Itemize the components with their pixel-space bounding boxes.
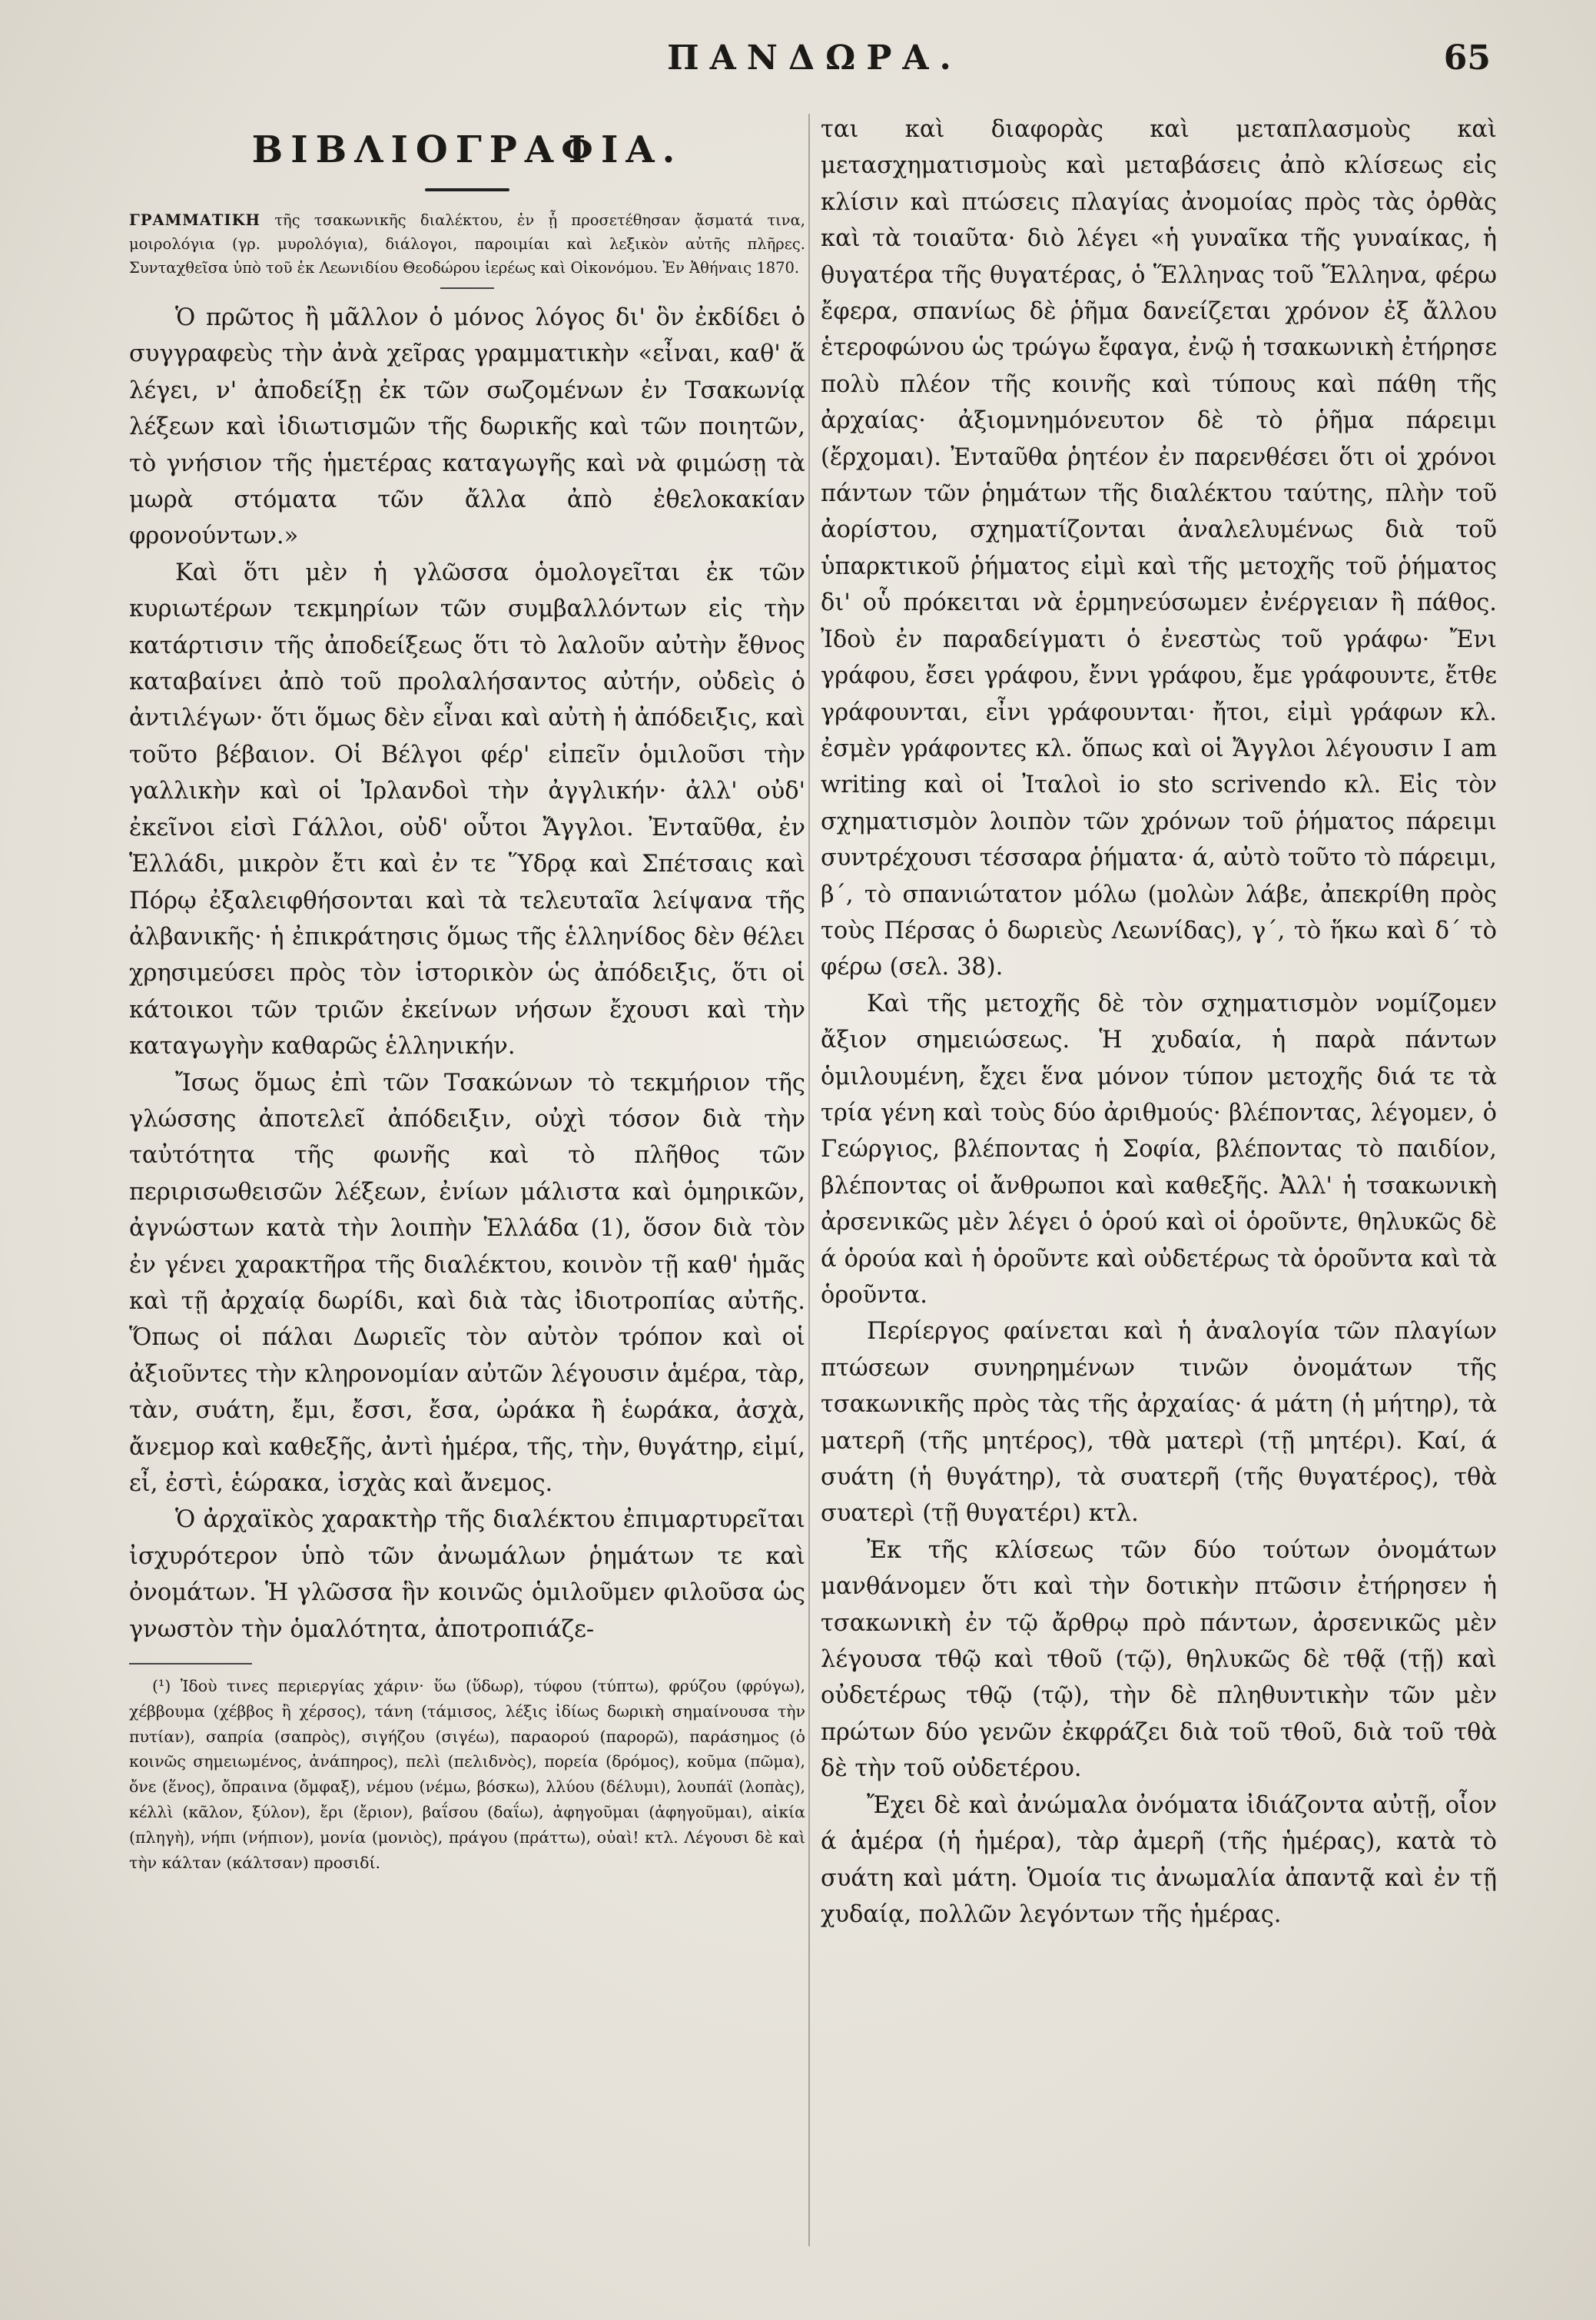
page-number: 65 [1443, 38, 1491, 78]
title-rule [425, 188, 509, 191]
paragraph: Ὁ ἀρχαϊκὸς χαρακτὴρ τῆς διαλέκτου ἐπιμαρτυρεῖται ἰσχυρότερον ὑπὸ τῶν ἀνωμάλων ῥημάτων τε καὶ ὀνομάτων. Ἡ γλῶσσα ἣν κοινῶς ὁμιλοῦμεν φιλοῦσα ὡς γνωστὸν τὴν ὁμαλότητα, ἀποτροπιάζε- [129, 1506, 805, 1643]
paragraph: Περίεργος φαίνεται καὶ ἡ ἀναλογία τῶν πλαγίων πτώσεων συνηρημένων τινῶν ὀνομάτων τῆς τσακωνικῆς πρὸς τὰς τῆς ἀρχαίας· ά μάτη (ἡ μήτηρ), τὰ ματερῆ (τῆς μητέρος), τθὰ ματερὶ (τῇ μητέρι). Καί, ά συάτη (ἡ θυγάτηρ), τὰ συατερῆ (τῆς θυγατέρος), τθὰ συατερὶ (τῇ θυγατέρι) κτλ. [821, 1318, 1497, 1528]
footnote-rule [129, 1663, 252, 1664]
paragraph: ται καὶ διαφορὰς καὶ μεταπλασμοὺς καὶ μετασχηματισμοὺς καὶ μεταβάσεις ἀπὸ κλίσεως εἰς κλίσιν καὶ πτώσεις πλαγίας ἀνομοίας πρὸς τὰς ὀρθὰς καὶ τὰ τοιαῦτα· διὸ λέγει «ἡ γυναῖκα τῆς γυναίκας, ἡ θυγατέρα τῆς θυγατέρας, ὁ Ἕλληνας τοῦ Ἕλληνα, φέρω ἔφερα, σπανίως δὲ ῥῆμα δανείζεται χρόνον ἐξ ἄλλου ἑτεροφώνου ὡς τρώγω ἔφαγα, ἐνῷ ἡ τσακωνικὴ ἐτήρησε πολὺ πλέον τῆς κοινῆς καὶ τύπους καὶ πάθη τῆς ἀρχαίας· ἀξιομνημόνευτον δὲ τὸ ῥῆμα πάρειμι (ἔρχομαι). Ἐνταῦθα ῥητέον ἐν παρενθέσει ὅτι οἱ χρόνοι πάντων τῶν ῥημάτων τῆς διαλέκτου ταύτης, πλὴν τοῦ ἀορίστου, σχηματίζονται ἀναλελυμένως διὰ τοῦ ὑπαρκτικοῦ ῥήματος εἰμὶ καὶ τῆς μετοχῆς τοῦ ῥήματος δι' οὗ πρόκειται νὰ ἑρμηνεύσωμεν ἐνέργειαν ἢ πάθος. Ἰδοὺ ἐν παραδείγματι ὁ ἐνεστὼς τοῦ γράφω· Ἔνι γράφου, ἔσει γράφου, ἔννι γράφου, ἔμε γράφουντε, ἔτθε γράφουνται, εἶνι γράφουνται· ἤτοι, εἰμὶ γράφων κλ. ἐσμὲν γράφοντες κλ. ὅπως καὶ οἱ Ἄγγλοι λέγουσιν I am writing καὶ οἱ Ἰταλοὶ io sto scrivendo κλ. Εἰς τὸν σχηματισμὸν λοιπὸν τῶν χρόνων τοῦ ῥήματος πάρειμι συντρέχουσι τέσσαρα ῥήματα· ά, αὐτὸ τοῦτο τὸ πάρειμι, β΄, τὸ σπανιώτατον μόλω (μολὼν λάβε, ἀπεκρίθη πρὸς τοὺς Πέρσας ὁ δωριεὺς Λεωνίδας), γ΄, τὸ ἥκω καὶ δ΄ τὸ φέρω (σελ. 38). [821, 116, 1497, 981]
paragraph: Καὶ τῆς μετοχῆς δὲ τὸν σχηματισμὸν νομίζομεν ἄξιον σημειώσεως. Ἡ χυδαία, ἡ παρὰ πάντων ὁμιλουμένη, ἔχει ἕνα μόνον τύπον μετοχῆς διά τε τὰ τρία γένη καὶ τοὺς δύο ἀριθμούς· βλέποντας, λέγομεν, ὁ Γεώργιος, βλέποντας ἡ Σοφία, βλέποντας τὸ παιδίον, βλέποντας οἱ ἄνθρωποι καὶ καθεξῆς. Ἀλλ' ἡ τσακωνικὴ ἀρσενικῶς μὲν λέγει ὁ ὁρού καὶ οἱ ὁροῦντε, θηλυκῶς δὲ ά ὁρούα καὶ ἡ ὁροῦντε καὶ οὐδετέρως τὰ ὁροῦντα καὶ τὰ ὁροῦντα. [821, 990, 1497, 1309]
running-title: ΠΑΝΔΩΡΑ. [667, 38, 962, 78]
paragraph: Ἐκ τῆς κλίσεως τῶν δύο τούτων ὀνομάτων μανθάνομεν ὅτι καὶ τὴν δοτικὴν πτῶσιν ἐτήρησεν ἡ τσακωνικὴ ἐν τῷ ἄρθρῳ πρὸ πάντων, ἀρσενικῶς μὲν λέγουσα τθῷ καὶ τθοῦ (τῷ), θηλυκῶς δὲ τθᾷ (τῇ) καὶ οὐδετέρως τθῷ (τῷ), τὴν δὲ πληθυντικὴν τῶν μὲν πρώτων δύο γενῶν ἐκφράζει διὰ τοῦ τθοῦ, διὰ τοῦ τθὰ δὲ τὴν τοῦ οὐδετέρου. [821, 1536, 1497, 1783]
right-column [821, 111, 1497, 1933]
paragraph: Ὁ πρῶτος ἢ μᾶλλον ὁ μόνος λόγος δι' ὃν ἐκδίδει ὁ συγγραφεὺς τὴν ἀνὰ χεῖρας γραμματικὴν «εἶναι, καθ' ἅ λέγει, ν' ἀποδείξῃ ἐκ τῶν σωζομένων ἐν Τσακωνίᾳ λέξεων καὶ ἰδιωτισμῶν τῆς δωρικῆς καὶ τῶν ποιητῶν, τὸ γνήσιον τῆς ἡμετέρας καταγωγῆς καὶ νὰ φιμώσῃ τὰ μωρὰ στόματα τῶν ἄλλα ἀπὸ ἐθελοκακίαν φρονούντων.» [129, 304, 805, 550]
paragraph: Καὶ ὅτι μὲν ἡ γλῶσσα ὁμολογεῖται ἐκ τῶν κυριωτέρων τεκμηρίων τῶν συμβαλλόντων εἰς τὴν κατάρτισιν τῆς ἀποδείξεως ὅτι τὸ λαλοῦν αὐτὴν ἔθνος καταβαίνει ἀπὸ τοῦ προλαλήσαντος αὐτήν, οὐδεὶς ὁ ἀντιλέγων· ὅτι ὅμως δὲν εἶναι καὶ αὐτὴ ἡ ἀπόδειξις, καὶ τοῦτο βέβαιον. Οἱ Βέλγοι φέρ' εἰπεῖν ὁμιλοῦσι τὴν γαλλικὴν καὶ οἱ Ἰρλανδοὶ τὴν ἀγγλικήν· ἀλλ' οὐδ' ἐκεῖνοι εἰσὶ Γάλλοι, οὐδ' οὗτοι Ἄγγλοι. Ἐνταῦθα, ἐν Ἑλλάδι, μικρὸν ἔτι καὶ ἐν τε Ὕδρᾳ καὶ Σπέτσαις καὶ Πόρῳ ἐξαλειφθήσονται καὶ τὰ τελευταῖα λείψανα τῆς ἀλβανικῆς· ἡ ἐπικράτησις ὅμως τῆς ἑλληνίδος δὲν θέλει χρησιμεύσει πρὸς τὸν ἱστορικὸν ὡς ἀπόδειξις, ὅτι οἱ κάτοικοι τῶν τριῶν ἐκείνων νήσων ἔχουσι καὶ τὴν καταγωγὴν καθαρῶς ἑλληνικήν. [129, 559, 805, 1060]
section-title: ΒΙΒΛΙΟΓΡΑΦΙΑ. [251, 128, 683, 171]
page-header [154, 38, 1491, 92]
left-column [129, 111, 805, 1875]
column-divider [808, 114, 810, 2246]
paragraph: Ἔχει δὲ καὶ ἀνώμαλα ὀνόματα ἰδιάζοντα αὐτῇ, οἷον ά ἁμέρα (ἡ ἡμέρα), τὰρ ἀμερῆ (τῆς ἡμέρας), κατὰ τὸ συάτη καὶ μάτη. Ὁμοία τις ἀνωμαλία ἀπαντᾷ καὶ ἐν τῇ χυδαίᾳ, πολλῶν λεγόντων τῆς ἡμέρας. [821, 1791, 1497, 1928]
separator-rule [440, 287, 494, 289]
book-description: τῆς τσακωνικῆς διαλέκτου, ἐν ᾗ προσετέθησαν ᾄσματά τινα, μοιρολόγια (γρ. μυρολόγια), διάλογοι, παροιμίαι καὶ λεξικὸν αὐτῆς πλῆρες. Συνταχθεῖσα ὑπὸ τοῦ ἐκ Λεωνιδίου Θεοδώρου ἱερέως καὶ Οἰκονόμου. Ἐν Ἀθήναις 1870. [129, 211, 805, 277]
book-entry [129, 208, 805, 280]
footnote: (¹) Ἰδοὺ τινες περιεργίας χάριν· ὕω (ὕδωρ), τύφου (τύπτω), φρύζου (φρύγω), χέββουμα (χέββος ἢ χέρσος), τάνη (τάμισος, λέξις ἰδίως δωρικὴ σημαίνουσα τὴν πυτίαν), σαπρία (σαπρὸς), σιγήζου (σιγέω), παραορού (παρορῶ), παράσημος (ὁ κοινῶς σημειωμένος, ἀνάπηρος), πελὶ (πελιδνὸς), πορεία (δρόμος), κοῦμα (πῶμα), ὄνε (ἕνος), ὄπραινα (ὄμφαξ), νέμου (νέμω, βόσκω), λλύου (δέλυμι), λουπάϊ (λοπὰς), κέλλὶ (κᾶλον, ξύλον), ἔρι (ἔριον), βαΐσου (δαΐω), ἀφηγοῦμαι (ἀφηγοῦμαι), αἰκία (πληγὴ), νήπι (νήπιον), μονία (μονιὸς), πράγου (πράττω), οὐαὶ! κτλ. Λέγουσι δὲ καὶ τὴν κάλταν (κάλτσαν) προσιδί. [129, 1677, 805, 1872]
paragraph: Ἴσως ὅμως ἐπὶ τῶν Τσακώνων τὸ τεκμήριον τῆς γλώσσης ἀποτελεῖ ἀπόδειξιν, οὐχὶ τόσον διὰ τὴν ταὐτότητα τῆς φωνῆς καὶ τὸ πλῆθος τῶν περιρισωθεισῶν λέξεων, ἐνίων μάλιστα καὶ ὁμηρικῶν, ἀγνώστων κατὰ τὴν λοιπὴν Ἑλλάδα (1), ὅσον διὰ τὸν ἐν γένει χαρακτῆρα τῆς διαλέκτου, κοινὸν τῇ καθ' ἡμᾶς καὶ τῇ ἀρχαίᾳ δωρίδι, καὶ διὰ τὰς ἰδιοτροπίας αὐτῆς. Ὅπως οἱ πάλαι Δωριεῖς τὸν αὐτὸν τρόπον καὶ οἱ ἀξιοῦντες τὴν κληρονομίαν αὐτῶν λέγουσιν ἁμέρα, τὰρ, τὰν, συάτη, ἔμι, ἔσσι, ἔσα, ὠράκα ἢ ἑωράκα, ἀσχὰ, ἄνεμορ καὶ καθεξῆς, ἀντὶ ἡμέρα, τῆς, τὴν, θυγάτηρ, εἰμί, εἶ, ἐστὶ, ἑώρακα, ἰσχὰς καὶ ἄνεμος. [129, 1069, 805, 1497]
book-title: ΓΡΑΜΜΑΤΙΚΗ [129, 211, 260, 229]
